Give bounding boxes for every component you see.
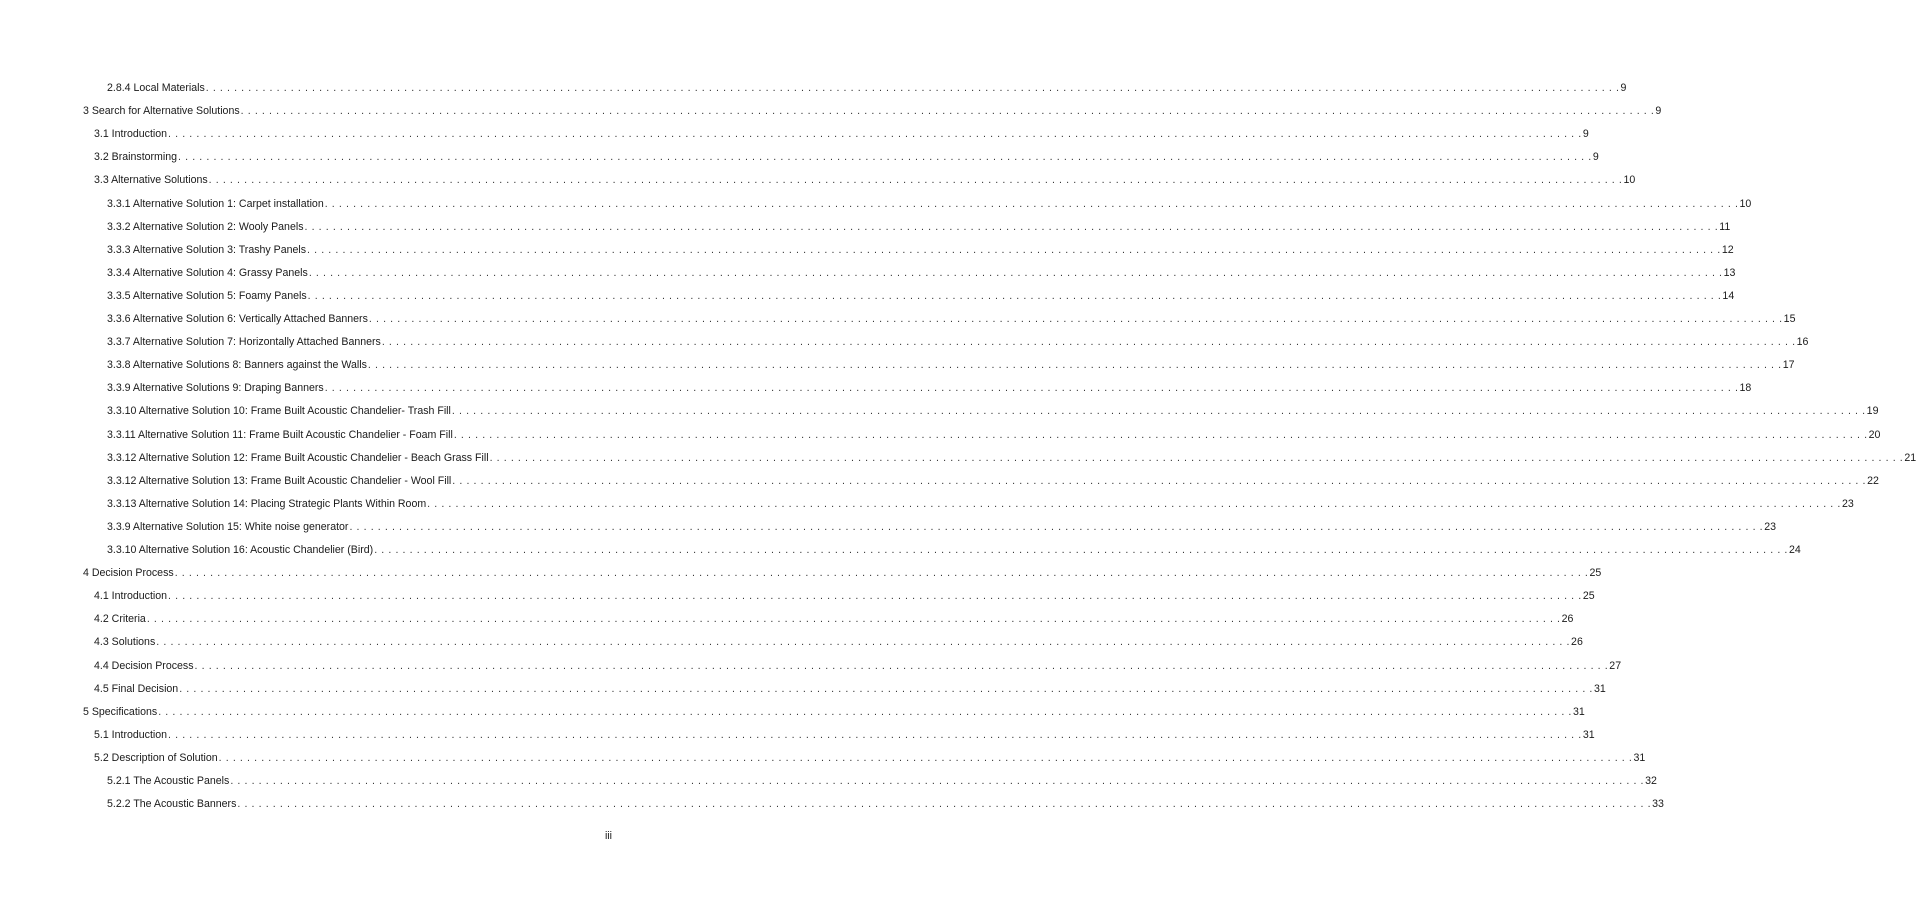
toc-entry[interactable]: [83, 102, 1662, 118]
toc-entry-page-number: 15: [1783, 313, 1796, 325]
toc-entry-page-number: 14: [1722, 289, 1735, 302]
toc-entry-title: 3.3.1 Alternative Solution 1: Carpet installation: [107, 197, 324, 210]
toc-entry-page-number: 10: [1623, 174, 1636, 187]
toc-dot-leader: . . . . . . . . . . . . . . . . . . . . . . . . . . . . . . . . . . . . . . . . . . . . . . . . . . . . . . . . . . . . . . . . . . . . . . . . . . . . . . . . . . . . . . . . . . . . . . . . . . . . . . . . . . . . . . . . . . . . . . . . . . . . . . . . . . . . . . . . . . . . . . . . . . . . . . . . . . . . . . . . . . . . . . . . . . . . . . . . . . . . . . . . . . . . . . . . . . . . . . . .: [451, 405, 1866, 418]
toc-entry-page-number: 21: [1904, 451, 1916, 464]
toc-entry[interactable]: [94, 125, 1589, 141]
toc-dot-leader: . . . . . . . . . . . . . . . . . . . . . . . . . . . . . . . . . . . . . . . . . . . . . . . . . . . . . . . . . . . . . . . . . . . . . . . . . . . . . . . . . . . . . . . . . . . . . . . . . . . . . . . . . . . . . . . . . . . . . . . . . . . . . . . . . . . . . . . . . . . . . . . . . . . . . . . . . . . . . . . . . . . . . . . . . . . . . . . . . . . . . . . . . . . . . . . . . . . . . . . .: [146, 613, 1561, 626]
toc-entry[interactable]: [107, 772, 1657, 788]
toc-dot-leader: . . . . . . . . . . . . . . . . . . . . . . . . . . . . . . . . . . . . . . . . . . . . . . . . . . . . . . . . . . . . . . . . . . . . . . . . . . . . . . . . . . . . . . . . . . . . . . . . . . . . . . . . . . . . . . . . . . . . . . . . . . . . . . . . . . . . . . . . . . . . . . . . . . . . . . . . . . . . . . . . . . . . . . . . . . . . . . . . . . . . . . . . . . . . . . . . . . . . . . . .: [168, 728, 1582, 741]
toc-entry-page-number: 11: [1719, 220, 1731, 233]
toc-entry-page-number: 18: [1739, 382, 1752, 395]
toc-dot-leader: . . . . . . . . . . . . . . . . . . . . . . . . . . . . . . . . . . . . . . . . . . . . . . . . . . . . . . . . . . . . . . . . . . . . . . . . . . . . . . . . . . . . . . . . . . . . . . . . . . . . . . . . . . . . . . . . . . . . . . . . . . . . . . . . . . . . . . . . . . . . . . . . . . . . . . . . . . . . . . . . . . . . . . . . . . . . . . . . . . . . . . . . . . . . . . . . . . . . . . . .: [174, 567, 1589, 580]
toc-entry-title: 5.2.1 The Acoustic Panels: [107, 775, 230, 787]
toc-entry-page-number: 10: [1739, 197, 1752, 210]
toc-entry-title: 5 Specifications: [83, 705, 158, 718]
toc-entry[interactable]: [83, 703, 1585, 719]
toc-entry-page-number: 33: [1652, 798, 1664, 811]
toc-entry[interactable]: [94, 726, 1595, 742]
toc-dot-leader: . . . . . . . . . . . . . . . . . . . . . . . . . . . . . . . . . . . . . . . . . . . . . . . . . . . . . . . . . . . . . . . . . . . . . . . . . . . . . . . . . . . . . . . . . . . . . . . . . . . . . . . . . . . . . . . . . . . . . . . . . . . . . . . . . . . . . . . . . . . . . . . . . . . . . . . . . . . . . . . . . . . . . . . . . . . . . . . . . . . . . . . . . . . . . . . . . . . . . . . .: [304, 220, 1719, 233]
toc-entry-title: 3.3.7 Alternative Solution 7: Horizontally Attached Banners: [107, 336, 381, 349]
toc-entry[interactable]: [107, 795, 1664, 811]
toc-dot-leader: . . . . . . . . . . . . . . . . . . . . . . . . . . . . . . . . . . . . . . . . . . . . . . . . . . . . . . . . . . . . . . . . . . . . . . . . . . . . . . . . . . . . . . . . . . . . . . . . . . . . . . . . . . . . . . . . . . . . . . . . . . . . . . . . . . . . . . . . . . . . . . . . . . . . . . . . . . . . . . . . . . . . . . . . . . . . . . . . . . . . . . . . . . . . . . . . . . . . . . . .: [168, 128, 1582, 141]
toc-dot-leader: . . . . . . . . . . . . . . . . . . . . . . . . . . . . . . . . . . . . . . . . . . . . . . . . . . . . . . . . . . . . . . . . . . . . . . . . . . . . . . . . . . . . . . . . . . . . . . . . . . . . . . . . . . . . . . . . . . . . . . . . . . . . . . . . . . . . . . . . . . . . . . . . . . . . . . . . . . . . . . . . . . . . . . . . . . . . . . . . . . . . . . . . . . . . . . . . . . . . . . . .: [307, 289, 1722, 302]
toc-entry-page-number: 26: [1571, 636, 1583, 649]
toc-entry[interactable]: [107, 379, 1752, 395]
toc-entry[interactable]: [107, 472, 1879, 488]
toc-entry-page-number: 23: [1841, 497, 1854, 510]
toc-entry[interactable]: [107, 333, 1809, 349]
toc-entry[interactable]: [107, 402, 1879, 418]
toc-entry-title: 4.1 Introduction: [94, 590, 168, 603]
toc-dot-leader: . . . . . . . . . . . . . . . . . . . . . . . . . . . . . . . . . . . . . . . . . . . . . . . . . . . . . . . . . . . . . . . . . . . . . . . . . . . . . . . . . . . . . . . . . . . . . . . . . . . . . . . . . . . . . . . . . . . . . . . . . . . . . . . . . . . . . . . . . . . . . . . . . . . . . . . . . . . . . . . . . . . . . . . . . . . . . . . . . . . . . . . . . . . . . . . . . . . . . . . .: [489, 451, 1904, 464]
toc-entry-title: 3.3.5 Alternative Solution 5: Foamy Panels: [107, 289, 307, 302]
toc-entry[interactable]: [107, 195, 1752, 211]
toc-entry-page-number: 31: [1633, 751, 1646, 764]
toc-dot-leader: . . . . . . . . . . . . . . . . . . . . . . . . . . . . . . . . . . . . . . . . . . . . . . . . . . . . . . . . . . . . . . . . . . . . . . . . . . . . . . . . . . . . . . . . . . . . . . . . . . . . . . . . . . . . . . . . . . . . . . . . . . . . . . . . . . . . . . . . . . . . . . . . . . . . . . . . . . . . . . . . . . . . . . . . . . . . . . . . . . . . . . . . . . . . . . . . . . . . . . . .: [158, 705, 1572, 718]
toc-dot-leader: . . . . . . . . . . . . . . . . . . . . . . . . . . . . . . . . . . . . . . . . . . . . . . . . . . . . . . . . . . . . . . . . . . . . . . . . . . . . . . . . . . . . . . . . . . . . . . . . . . . . . . . . . . . . . . . . . . . . . . . . . . . . . . . . . . . . . . . . . . . . . . . . . . . . . . . . . . . . . . . . . . . . . . . . . . . . . . . . . . . . . . . . . . . . . . . . . . . . . . . .: [168, 590, 1582, 603]
toc-entry[interactable]: [107, 287, 1735, 303]
toc-dot-leader: . . . . . . . . . . . . . . . . . . . . . . . . . . . . . . . . . . . . . . . . . . . . . . . . . . . . . . . . . . . . . . . . . . . . . . . . . . . . . . . . . . . . . . . . . . . . . . . . . . . . . . . . . . . . . . . . . . . . . . . . . . . . . . . . . . . . . . . . . . . . . . . . . . . . . . . . . . . . . . . . . . . . . . . . . . . . . . . . . . . . . . . . . . . . . . . . . . . . . . . .: [381, 336, 1796, 349]
toc-entry-page-number: 9: [1592, 151, 1599, 164]
toc-dot-leader: . . . . . . . . . . . . . . . . . . . . . . . . . . . . . . . . . . . . . . . . . . . . . . . . . . . . . . . . . . . . . . . . . . . . . . . . . . . . . . . . . . . . . . . . . . . . . . . . . . . . . . . . . . . . . . . . . . . . . . . . . . . . . . . . . . . . . . . . . . . . . . . . . . . . . . . . . . . . . . . . . . . . . . . . . . . . . . . . . . . . . . . . . . . . . . . . . . . . . . . .: [307, 243, 1721, 256]
toc-dot-leader: . . . . . . . . . . . . . . . . . . . . . . . . . . . . . . . . . . . . . . . . . . . . . . . . . . . . . . . . . . . . . . . . . . . . . . . . . . . . . . . . . . . . . . . . . . . . . . . . . . . . . . . . . . . . . . . . . . . . . . . . . . . . . . . . . . . . . . . . . . . . . . . . . . . . . . . . . . . . . . . . . . . . . . . . . . . . . . . . . . . . . . . . . . . . . . . . . . . . . . . .: [205, 82, 1620, 94]
toc-dot-leader: . . . . . . . . . . . . . . . . . . . . . . . . . . . . . . . . . . . . . . . . . . . . . . . . . . . . . . . . . . . . . . . . . . . . . . . . . . . . . . . . . . . . . . . . . . . . . . . . . . . . . . . . . . . . . . . . . . . . . . . . . . . . . . . . . . . . . . . . . . . . . . . . . . . . . . . . . . . . . . . . . . . . . . . . . . . . . . . . . . . . . . . . . . . . . . . . . . . . . . . .: [237, 798, 1652, 811]
toc-entry[interactable]: [107, 79, 1627, 95]
toc-dot-leader: . . . . . . . . . . . . . . . . . . . . . . . . . . . . . . . . . . . . . . . . . . . . . . . . . . . . . . . . . . . . . . . . . . . . . . . . . . . . . . . . . . . . . . . . . . . . . . . . . . . . . . . . . . . . . . . . . . . . . . . . . . . . . . . . . . . . . . . . . . . . . . . . . . . . . . . . . . . . . . . . . . . . . . . . . . . . . . . . . . . . . . . . . . . . . . . . . . . . . . . .: [179, 682, 1593, 695]
toc-entry[interactable]: [107, 356, 1795, 372]
toc-entry[interactable]: [107, 241, 1734, 257]
toc-entry-title: 3.3 Alternative Solutions: [94, 174, 208, 187]
toc-entry-page-number: 9: [1655, 105, 1662, 118]
toc-entry[interactable]: [94, 749, 1646, 765]
toc-dot-leader: . . . . . . . . . . . . . . . . . . . . . . . . . . . . . . . . . . . . . . . . . . . . . . . . . . . . . . . . . . . . . . . . . . . . . . . . . . . . . . . . . . . . . . . . . . . . . . . . . . . . . . . . . . . . . . . . . . . . . . . . . . . . . . . . . . . . . . . . . . . . . . . . . . . . . . . . . . . . . . . . . . . . . . . . . . . . . . . . . . . . . . . . . . . . . . . . . . . . . . . .: [308, 266, 1723, 279]
toc-entry[interactable]: [94, 657, 1622, 673]
toc-dot-leader: . . . . . . . . . . . . . . . . . . . . . . . . . . . . . . . . . . . . . . . . . . . . . . . . . . . . . . . . . . . . . . . . . . . . . . . . . . . . . . . . . . . . . . . . . . . . . . . . . . . . . . . . . . . . . . . . . . . . . . . . . . . . . . . . . . . . . . . . . . . . . . . . . . . . . . . . . . . . . . . . . . . . . . . . . . . . . . . . . . . . . . . . . . . . . . . . . . . . . . . .: [218, 751, 1633, 764]
toc-dot-leader: . . . . . . . . . . . . . . . . . . . . . . . . . . . . . . . . . . . . . . . . . . . . . . . . . . . . . . . . . . . . . . . . . . . . . . . . . . . . . . . . . . . . . . . . . . . . . . . . . . . . . . . . . . . . . . . . . . . . . . . . . . . . . . . . . . . . . . . . . . . . . . . . . . . . . . . . . . . . . . . . . . . . . . . . . . . . . . . . . . . . . . . . . . . . . . . . . . . . . . . .: [368, 313, 1783, 325]
toc-entry-title: 4 Decision Process: [83, 567, 174, 580]
toc-entry-title: 2.8.4 Local Materials: [107, 82, 205, 94]
toc-entry-title: 3.3.12 Alternative Solution 12: Frame Built Acoustic Chandelier - Beach Grass Fill: [107, 451, 489, 464]
toc-entry-title: 3.3.4 Alternative Solution 4: Grassy Panels: [107, 266, 308, 279]
toc-entry-page-number: 26: [1561, 613, 1574, 626]
toc-entry[interactable]: [94, 680, 1606, 696]
toc-dot-leader: . . . . . . . . . . . . . . . . . . . . . . . . . . . . . . . . . . . . . . . . . . . . . . . . . . . . . . . . . . . . . . . . . . . . . . . . . . . . . . . . . . . . . . . . . . . . . . . . . . . . . . . . . . . . . . . . . . . . . . . . . . . . . . . . . . . . . . . . . . . . . . . . . . . . . . . . . . . . . . . . . . . . . . . . . . . . . . . . . . . . . . . . . . . . . . . . . . . . . . . .: [240, 105, 1655, 118]
toc-entry-title: 3.2 Brainstorming: [94, 151, 178, 164]
toc-entry-title: 5.1 Introduction: [94, 728, 168, 741]
toc-entry-title: 3.3.8 Alternative Solutions 8: Banners against the Walls: [107, 359, 367, 372]
toc-entry-title: 4.4 Decision Process: [94, 659, 194, 672]
toc-dot-leader: . . . . . . . . . . . . . . . . . . . . . . . . . . . . . . . . . . . . . . . . . . . . . . . . . . . . . . . . . . . . . . . . . . . . . . . . . . . . . . . . . . . . . . . . . . . . . . . . . . . . . . . . . . . . . . . . . . . . . . . . . . . . . . . . . . . . . . . . . . . . . . . . . . . . . . . . . . . . . . . . . . . . . . . . . . . . . . . . . . . . . . . . . . . . . . . . . . . . . . . .: [453, 428, 1868, 441]
toc-entry-page-number: 22: [1867, 474, 1879, 487]
toc-entry-title: 3.3.13 Alternative Solution 14: Placing Strategic Plants Within Room: [107, 497, 427, 510]
toc-entry-page-number: 31: [1593, 682, 1606, 695]
toc-entry[interactable]: [107, 541, 1801, 557]
toc-entry[interactable]: [107, 518, 1777, 534]
toc-dot-leader: . . . . . . . . . . . . . . . . . . . . . . . . . . . . . . . . . . . . . . . . . . . . . . . . . . . . . . . . . . . . . . . . . . . . . . . . . . . . . . . . . . . . . . . . . . . . . . . . . . . . . . . . . . . . . . . . . . . . . . . . . . . . . . . . . . . . . . . . . . . . . . . . . . . . . . . . . . . . . . . . . . . . . . . . . . . . . . . . . . . . . . . . . . . . . . . . . . . . . . . .: [194, 659, 1609, 672]
toc-dot-leader: . . . . . . . . . . . . . . . . . . . . . . . . . . . . . . . . . . . . . . . . . . . . . . . . . . . . . . . . . . . . . . . . . . . . . . . . . . . . . . . . . . . . . . . . . . . . . . . . . . . . . . . . . . . . . . . . . . . . . . . . . . . . . . . . . . . . . . . . . . . . . . . . . . . . . . . . . . . . . . . . . . . . . . . . . . . . . . . . . . . . . . . . . . . . . . . . . . . . . . . .: [349, 520, 1764, 533]
toc-entry-page-number: 32: [1645, 775, 1657, 787]
toc-dot-leader: . . . . . . . . . . . . . . . . . . . . . . . . . . . . . . . . . . . . . . . . . . . . . . . . . . . . . . . . . . . . . . . . . . . . . . . . . . . . . . . . . . . . . . . . . . . . . . . . . . . . . . . . . . . . . . . . . . . . . . . . . . . . . . . . . . . . . . . . . . . . . . . . . . . . . . . . . . . . . . . . . . . . . . . . . . . . . . . . . . . . . . . . . . . . . . . . . . . . . . . .: [178, 151, 1592, 164]
toc-entry-page-number: 12: [1721, 243, 1734, 256]
toc-entry[interactable]: [94, 148, 1599, 164]
toc-entry[interactable]: [94, 171, 1636, 187]
toc-entry-page-number: 24: [1788, 544, 1801, 556]
toc-entry-title: 3.3.2 Alternative Solution 2: Wooly Panels: [107, 220, 304, 233]
toc-entry[interactable]: [94, 610, 1574, 626]
toc-entry-page-number: 23: [1764, 520, 1777, 533]
toc-entry-title: 3.3.10 Alternative Solution 16: Acoustic Chandelier (Bird): [107, 544, 374, 556]
toc-entry-title: 3.3.11 Alternative Solution 11: Frame Built Acoustic Chandelier - Foam Fill: [107, 428, 453, 441]
toc-dot-leader: . . . . . . . . . . . . . . . . . . . . . . . . . . . . . . . . . . . . . . . . . . . . . . . . . . . . . . . . . . . . . . . . . . . . . . . . . . . . . . . . . . . . . . . . . . . . . . . . . . . . . . . . . . . . . . . . . . . . . . . . . . . . . . . . . . . . . . . . . . . . . . . . . . . . . . . . . . . . . . . . . . . . . . . . . . . . . . . . . . . . . . . . . . . . . . . . . . . . . . . .: [324, 382, 1739, 395]
toc-entry-page-number: 9: [1620, 82, 1627, 94]
toc-entry-title: 5.2 Description of Solution: [94, 751, 218, 764]
toc-entry-title: 3.3.3 Alternative Solution 3: Trashy Panels: [107, 243, 307, 256]
toc-dot-leader: . . . . . . . . . . . . . . . . . . . . . . . . . . . . . . . . . . . . . . . . . . . . . . . . . . . . . . . . . . . . . . . . . . . . . . . . . . . . . . . . . . . . . . . . . . . . . . . . . . . . . . . . . . . . . . . . . . . . . . . . . . . . . . . . . . . . . . . . . . . . . . . . . . . . . . . . . . . . . . . . . . . . . . . . . . . . . . . . . . . . . . . . . . . . . . . . . . . . . . . .: [374, 544, 1788, 556]
toc-entry-title: 3.3.9 Alternative Solutions 9: Draping Banners: [107, 382, 324, 395]
toc-dot-leader: . . . . . . . . . . . . . . . . . . . . . . . . . . . . . . . . . . . . . . . . . . . . . . . . . . . . . . . . . . . . . . . . . . . . . . . . . . . . . . . . . . . . . . . . . . . . . . . . . . . . . . . . . . . . . . . . . . . . . . . . . . . . . . . . . . . . . . . . . . . . . . . . . . . . . . . . . . . . . . . . . . . . . . . . . . . . . . . . . . . . . . . . . . . . . . . . . . . . . . . .: [230, 775, 1645, 787]
toc-entry-page-number: 19: [1866, 405, 1879, 418]
toc-dot-leader: . . . . . . . . . . . . . . . . . . . . . . . . . . . . . . . . . . . . . . . . . . . . . . . . . . . . . . . . . . . . . . . . . . . . . . . . . . . . . . . . . . . . . . . . . . . . . . . . . . . . . . . . . . . . . . . . . . . . . . . . . . . . . . . . . . . . . . . . . . . . . . . . . . . . . . . . . . . . . . . . . . . . . . . . . . . . . . . . . . . . . . . . . . . . . . . . . . . . . . . .: [156, 636, 1571, 649]
toc-entry-title: 3.1 Introduction: [94, 128, 168, 141]
toc-dot-leader: . . . . . . . . . . . . . . . . . . . . . . . . . . . . . . . . . . . . . . . . . . . . . . . . . . . . . . . . . . . . . . . . . . . . . . . . . . . . . . . . . . . . . . . . . . . . . . . . . . . . . . . . . . . . . . . . . . . . . . . . . . . . . . . . . . . . . . . . . . . . . . . . . . . . . . . . . . . . . . . . . . . . . . . . . . . . . . . . . . . . . . . . . . . . . . . . . . . . . . . .: [367, 359, 1782, 372]
toc-entry[interactable]: [107, 218, 1731, 234]
toc-entry-page-number: 31: [1572, 705, 1585, 718]
toc-entry-title: 4.2 Criteria: [94, 613, 146, 626]
toc-dot-leader: . . . . . . . . . . . . . . . . . . . . . . . . . . . . . . . . . . . . . . . . . . . . . . . . . . . . . . . . . . . . . . . . . . . . . . . . . . . . . . . . . . . . . . . . . . . . . . . . . . . . . . . . . . . . . . . . . . . . . . . . . . . . . . . . . . . . . . . . . . . . . . . . . . . . . . . . . . . . . . . . . . . . . . . . . . . . . . . . . . . . . . . . . . . . . . . . . . . . . . . .: [452, 474, 1867, 487]
toc-entry-page-number: 13: [1723, 266, 1736, 279]
toc-entry-title: 3 Search for Alternative Solutions: [83, 105, 240, 118]
page-number: iii: [604, 830, 612, 842]
toc-entry-title: 3.3.12 Alternative Solution 13: Frame Built Acoustic Chandelier - Wool Fill: [107, 474, 452, 487]
toc-entry-title: 4.5 Final Decision: [94, 682, 179, 695]
toc-entry-title: 5.2.2 The Acoustic Banners: [107, 798, 237, 811]
toc-entry[interactable]: [94, 633, 1583, 649]
toc-entry-page-number: 9: [1582, 128, 1589, 141]
toc-entry-title: 3.3.6 Alternative Solution 6: Vertically Attached Banners: [107, 313, 368, 325]
toc-entry-title: 3.3.9 Alternative Solution 15: White noise generator: [107, 520, 349, 533]
toc-entry[interactable]: [83, 564, 1602, 580]
toc-entry[interactable]: [94, 587, 1595, 603]
toc-entry-page-number: 16: [1796, 336, 1809, 349]
toc-dot-leader: . . . . . . . . . . . . . . . . . . . . . . . . . . . . . . . . . . . . . . . . . . . . . . . . . . . . . . . . . . . . . . . . . . . . . . . . . . . . . . . . . . . . . . . . . . . . . . . . . . . . . . . . . . . . . . . . . . . . . . . . . . . . . . . . . . . . . . . . . . . . . . . . . . . . . . . . . . . . . . . . . . . . . . . . . . . . . . . . . . . . . . . . . . . . . . . . . . . . . . . .: [324, 197, 1739, 210]
toc-entry-title: 4.3 Solutions: [94, 636, 156, 649]
toc-dot-leader: . . . . . . . . . . . . . . . . . . . . . . . . . . . . . . . . . . . . . . . . . . . . . . . . . . . . . . . . . . . . . . . . . . . . . . . . . . . . . . . . . . . . . . . . . . . . . . . . . . . . . . . . . . . . . . . . . . . . . . . . . . . . . . . . . . . . . . . . . . . . . . . . . . . . . . . . . . . . . . . . . . . . . . . . . . . . . . . . . . . . . . . . . . . . . . . . . . . . . . . .: [427, 497, 1841, 510]
toc-entry-page-number: 17: [1782, 359, 1795, 372]
toc-entry-page-number: 25: [1582, 590, 1595, 603]
toc-entry[interactable]: [107, 449, 1916, 465]
toc-entry-page-number: 31: [1582, 728, 1595, 741]
toc-entry[interactable]: [107, 426, 1881, 442]
toc-entry-title: 3.3.10 Alternative Solution 10: Frame Built Acoustic Chandelier- Trash Fill: [107, 405, 451, 418]
toc-entry[interactable]: [107, 264, 1736, 280]
toc-entry[interactable]: [107, 495, 1854, 511]
toc-entry-page-number: 27: [1609, 659, 1622, 672]
toc-entry-page-number: 20: [1868, 428, 1881, 441]
toc-dot-leader: . . . . . . . . . . . . . . . . . . . . . . . . . . . . . . . . . . . . . . . . . . . . . . . . . . . . . . . . . . . . . . . . . . . . . . . . . . . . . . . . . . . . . . . . . . . . . . . . . . . . . . . . . . . . . . . . . . . . . . . . . . . . . . . . . . . . . . . . . . . . . . . . . . . . . . . . . . . . . . . . . . . . . . . . . . . . . . . . . . . . . . . . . . . . . . . . . . . . . . . .: [208, 174, 1623, 187]
toc-entry-page-number: 25: [1589, 567, 1602, 580]
toc-entry[interactable]: [107, 310, 1796, 326]
